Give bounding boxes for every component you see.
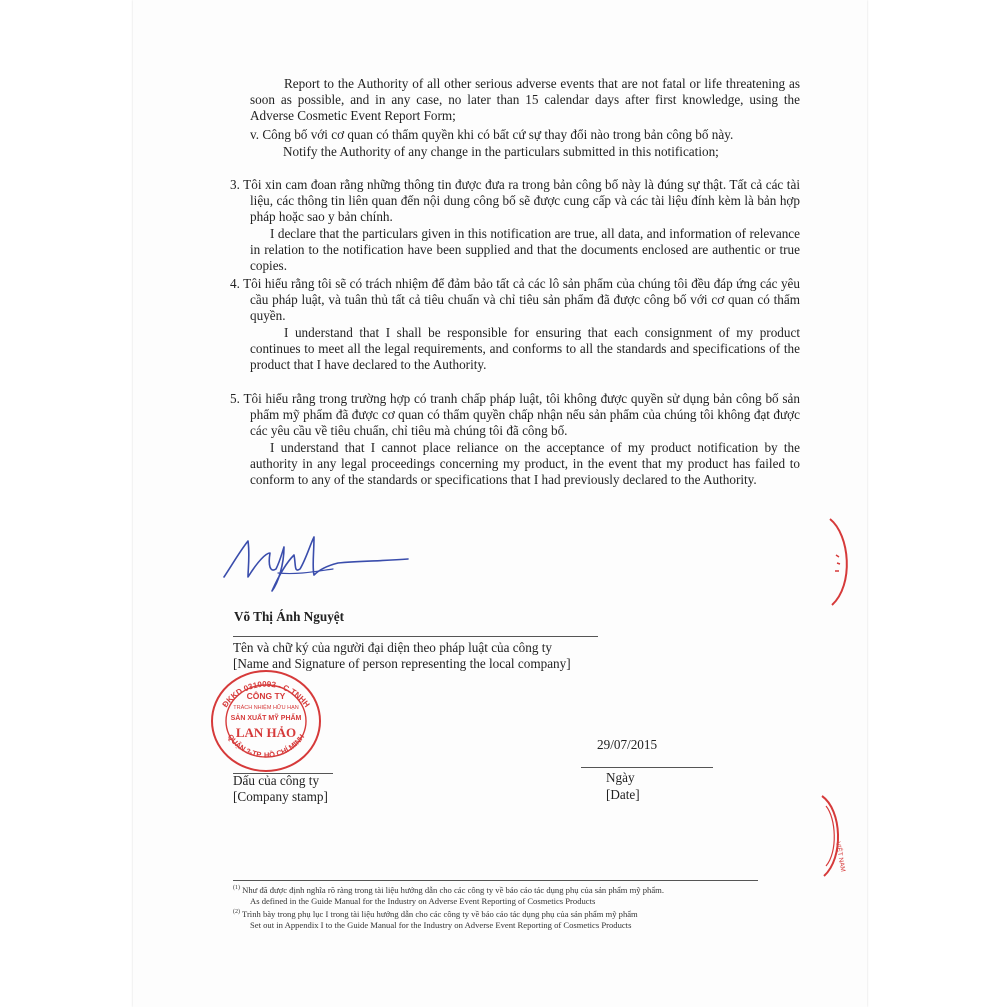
- footnote-rule: [233, 880, 758, 881]
- declaration-5: [230, 391, 800, 488]
- footnote-1: [233, 883, 833, 907]
- footnote-1-marker: (1): [233, 885, 240, 891]
- stamp-line-4: LAN HẢO: [235, 725, 297, 740]
- partial-seal-bottom: [812, 792, 852, 880]
- footnote-2: [233, 907, 833, 931]
- document-page: [133, 0, 867, 1007]
- footnote-2-en: Set out in Appendix I to the Guide Manual for the Industry on Adverse Event Reporting of Cosmetics Products: [250, 919, 632, 930]
- handwritten-signature: [218, 525, 428, 600]
- footnote-2-vn-line: [233, 907, 833, 920]
- item-v-vn-text: v. Công bố với cơ quan có thẩm quyền khi có bất cứ sự thay đổi nào trong bản công bố này.: [250, 127, 734, 142]
- signature-line: [233, 636, 598, 637]
- date-line: [581, 767, 713, 768]
- report-en: Report to the Authority of all other serious adverse events that are not fatal or life threatening as soon as possible, and in any case, no later than 15 calendar days after first knowledge, using the Adverse Cosmetic Event Report Form;: [250, 76, 800, 124]
- report-paragraph: [250, 76, 800, 125]
- footnote-2-marker: (2): [233, 909, 240, 915]
- declaration-3-en: I declare that the particulars given in this notification are true, all data, and information of relevance in relation to the notification have been supplied and that the documents enclosed are authentic or true copies.: [250, 225, 800, 274]
- stamp-line-2: TRÁCH NHIỆM HỮU HẠN: [233, 705, 299, 711]
- footnote-2-vn: Trình bày trong phụ lục I trong tài liệu hướng dẫn cho các công ty về báo cáo tác dụng phụ của sản phẩm mỹ phẩm: [242, 908, 638, 919]
- date-caption-en: [Date]: [606, 787, 640, 802]
- declaration-5-en: I understand that I cannot place reliance on the acceptance of my product notification by the authority in any legal proceedings concerning my product, in the event that my product has failed to conform to any of the standards or specifications that I had previously declared to the Authority.: [250, 439, 800, 488]
- declaration-3: [230, 177, 800, 274]
- side-seal-text: VIỆT NAM: [834, 841, 847, 873]
- declaration-3-vn: 3. Tôi xin cam đoan rằng những thông tin được đưa ra trong bản công bố này là đúng sự thật. Tất cả các tài liệu, các thông tin liên quan đến nội dung công bố sẽ được cung cấp và các tài liệu đính kèm là bản hợp pháp hoặc sao y bản chính.: [230, 177, 800, 225]
- stamp-ring-top: ĐKKD 0310092 - C.TNHH: [220, 679, 312, 710]
- declaration-4-en: I understand that I shall be responsible for ensuring that each consignment of my product continues to meet all the legal requirements, and conforms to all the standards and specifications of the product that I have declared to the Authority.: [250, 324, 800, 373]
- declaration-4: [230, 276, 800, 373]
- signature-caption-vn: Tên và chữ ký của người đại diện theo pháp luật của công ty: [233, 640, 552, 655]
- declaration-5-vn: 5. Tôi hiểu rằng trong trường hợp có tranh chấp pháp luật, tôi không được quyền sử dụng bản công bố sản phẩm mỹ phẩm đã được cơ quan có thẩm quyền chấp nhận nếu sản phẩm của chúng tôi không đạt được các yêu cầu về tiêu chuẩn, chỉ tiêu mà chúng tôi đã công bố.: [230, 391, 800, 439]
- company-stamp: [206, 665, 326, 775]
- declaration-4-vn: 4. Tôi hiểu rằng tôi sẽ có trách nhiệm để đảm bảo tất cả các lô sản phẩm của chúng tôi đều đáp ứng các yêu cầu pháp luật, và tuân thủ tất cả tiêu chuẩn và chỉ tiêu sản phẩm đã được công bố với cơ quan có thẩm quyền.: [230, 276, 800, 324]
- stamp-ring-bottom: QUẬN 3-TP. HỒ CHÍ MINH: [225, 732, 307, 760]
- stamp-caption-en: [Company stamp]: [233, 789, 328, 804]
- signature-caption-en: [Name and Signature of person representing the local company]: [233, 656, 571, 671]
- footnote-1-en: As defined in the Guide Manual for the Industry on Adverse Event Reporting of Cosmetics Products: [250, 895, 596, 906]
- footnote-1-vn-line: [233, 883, 833, 896]
- signer-name: Võ Thị Ánh Nguyệt: [234, 609, 345, 624]
- date-value: 29/07/2015: [597, 737, 658, 752]
- item-v-vn: [250, 127, 810, 143]
- partial-seal-top: [820, 515, 860, 610]
- stamp-line-1: CÔNG TY: [246, 691, 286, 701]
- date-caption-vn: Ngày: [606, 770, 635, 785]
- stamp-line-3: SẢN XUẤT MỸ PHẨM: [230, 715, 302, 722]
- stamp-caption-vn: Dấu của công ty: [233, 773, 320, 788]
- footnote-1-vn: Như đã được định nghĩa rõ ràng trong tài liệu hướng dẫn cho các công ty về báo cáo tác dụng phụ của sản phẩm mỹ phẩm.: [242, 884, 664, 895]
- item-v-en-text: Notify the Authority of any change in the particulars submitted in this notification;: [283, 144, 719, 159]
- item-v-en: [283, 144, 843, 160]
